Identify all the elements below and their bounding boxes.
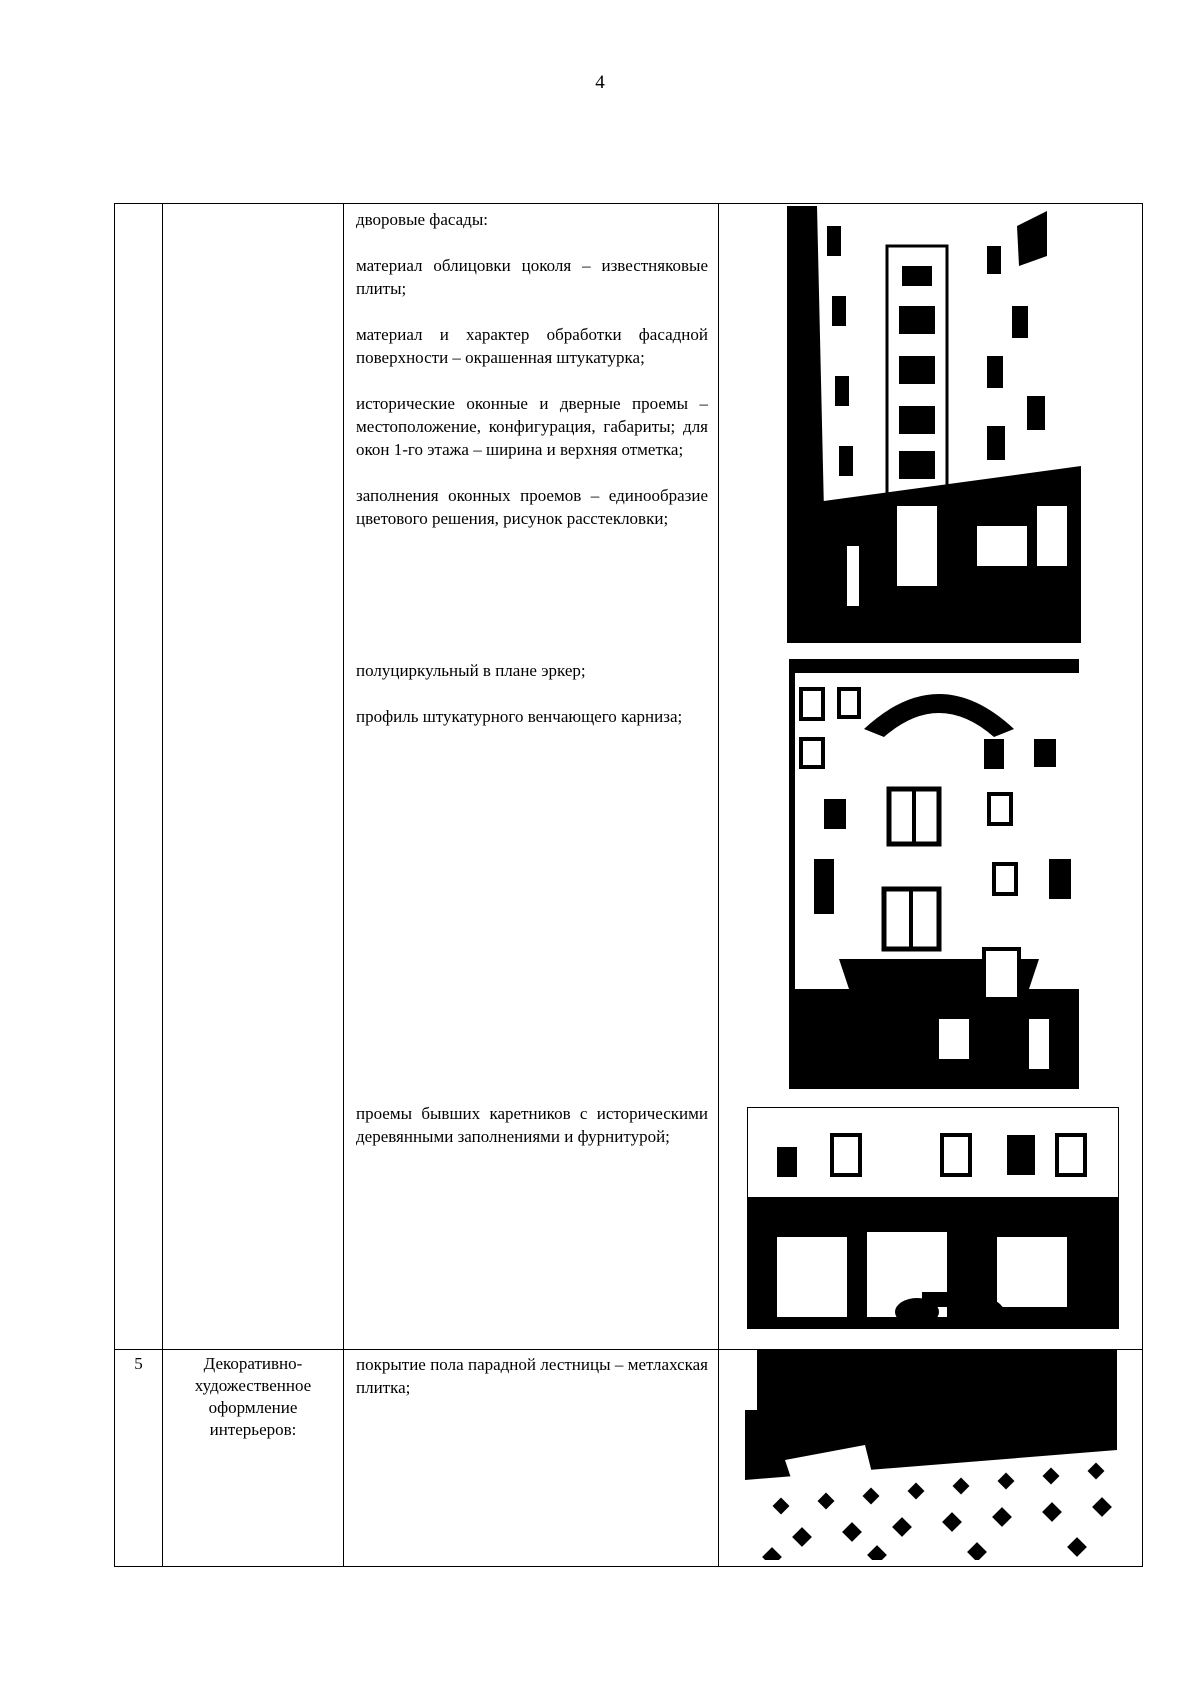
description-block-courtyard [356,208,708,651]
desc-paragraph: полуциркульный в плане эркер; [356,661,586,680]
desc-paragraph: проемы бывших каретников с историческими деревянными заполнениями и фурнитурой; [356,1104,708,1146]
description-block-bay-window [356,659,708,1096]
metlakh-tile-floor-photo [745,1350,1117,1560]
courtyard-facade-photo [787,206,1081,643]
table-row [115,204,1143,1350]
desc-paragraph: покрытие пола парадной лестницы – метлахская плитка; [356,1355,708,1397]
row-name-cell: Декоративно-художественное оформление интерьеров: [163,1350,344,1567]
desc-paragraph: профиль штукатурного венчающего карниза; [356,707,683,726]
bay-window-facade-photo [789,659,1079,1089]
row-photo-cell [719,1350,1143,1567]
desc-paragraph: материал облицовки цоколя – известняковые плиты; [356,256,708,298]
row-description-cell [344,1350,719,1567]
row-number-cell [115,204,163,1350]
row-description-cell [344,204,719,1350]
carriage-house-openings-photo [747,1107,1119,1344]
description-block-carriage-house [356,1102,708,1148]
desc-paragraph: исторические оконные и дверные проемы – местоположение, конфигурация, габариты; для окон 1-го этажа – ширина и верхняя отметка; [356,394,708,459]
row-photo-cell [719,204,1143,1350]
row-name-cell [163,204,344,1350]
desc-paragraph: материал и характер обработки фасадной поверхности – окрашенная штукатурка; [356,325,708,367]
table-row [115,1350,1143,1567]
row-number-cell: 5 [115,1350,163,1567]
desc-paragraph: заполнения оконных проемов – единообразие цветового решения, рисунок расстекловки; [356,486,708,528]
page-number: 4 [595,72,605,93]
protected-features-table [114,203,1143,1567]
desc-paragraph: дворовые фасады: [356,210,488,229]
